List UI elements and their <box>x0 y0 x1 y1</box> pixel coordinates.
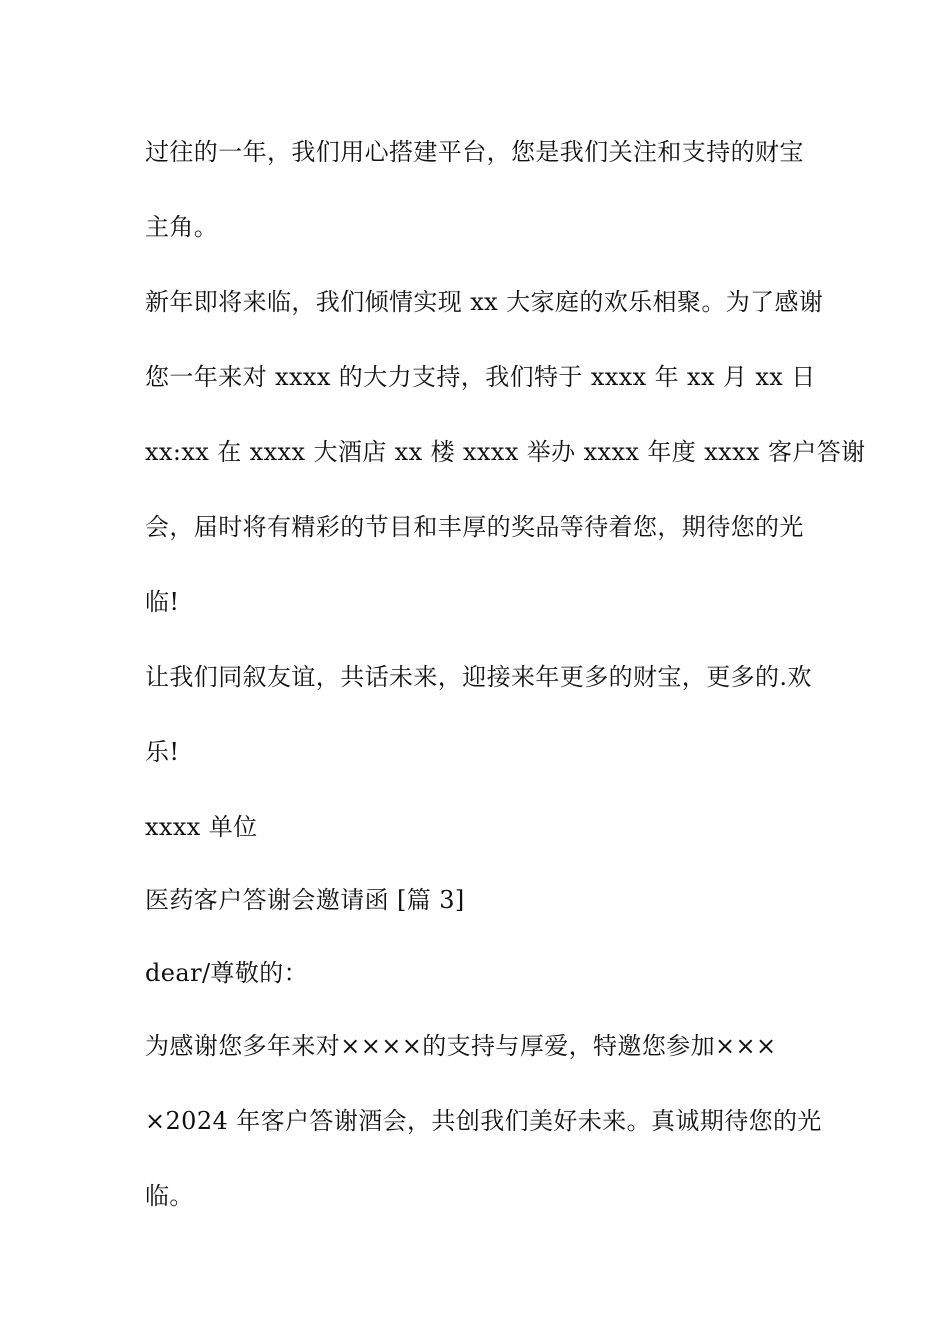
document-body <box>145 129 866 1248</box>
text-line: ×2024 年客户答谢酒会，共创我们美好未来。真诚期待您的光 <box>145 1107 822 1135</box>
text-line: 临。 <box>145 1182 194 1210</box>
text-line: 乐! <box>145 738 180 766</box>
signature-line: xxxx 单位 <box>145 813 258 841</box>
text-line: 主角。 <box>145 213 219 241</box>
section-heading: 医药客户答谢会邀请函 [篇 3] <box>145 886 465 914</box>
text-line: 为感谢您多年来对××××的支持与厚爱，特邀您参加××× <box>145 1032 777 1060</box>
salutation-line: dear/尊敬的： <box>145 959 309 987</box>
text-line: 您一年来对 xxxx 的大力支持，我们特于 xxxx 年 xx 月 xx 日 <box>145 363 816 391</box>
text-line: 临! <box>145 588 180 616</box>
text-line: 会，届时将有精彩的节目和丰厚的奖品等待着您，期待您的光 <box>145 513 804 541</box>
text-line: 让我们同叙友谊，共话未来，迎接来年更多的财宝，更多的.欢 <box>145 663 812 691</box>
text-line: 过往的一年，我们用心搭建平台，您是我们关注和支持的财宝 <box>145 138 804 166</box>
text-line: xx:xx 在 xxxx 大酒店 xx 楼 xxxx 举办 xxxx 年度 xxxx 客户答谢 <box>145 438 866 466</box>
text-line: 新年即将来临，我们倾情实现 xx 大家庭的欢乐相聚。为了感谢 <box>145 288 824 316</box>
